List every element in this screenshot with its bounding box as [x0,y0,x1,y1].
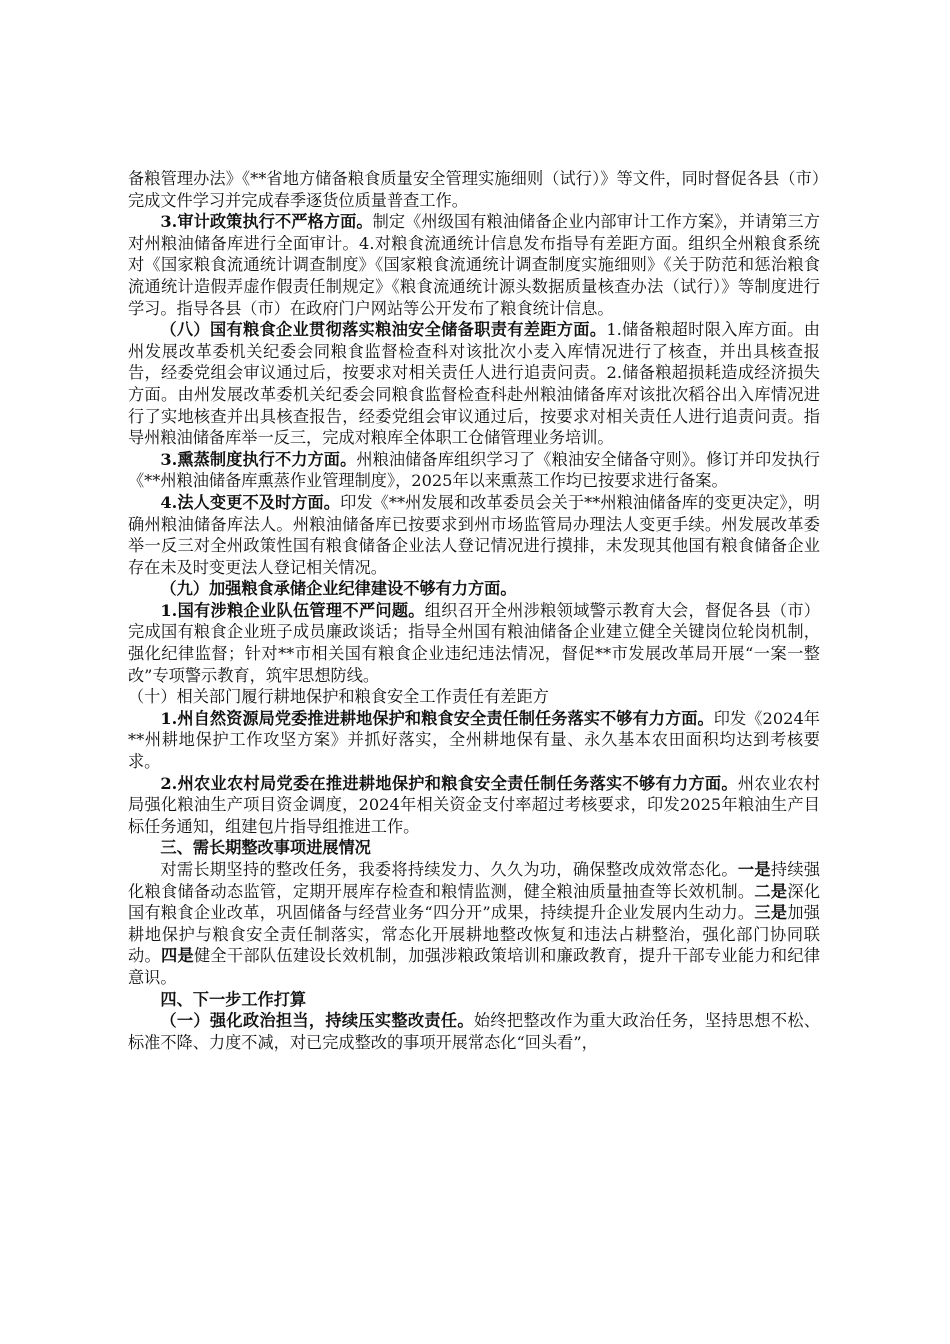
paragraph-long-term [128,859,820,989]
label-third: 三是 [754,903,788,923]
heading-legal-person: 4.法人变更不及时方面。 [160,492,341,512]
heading-section-10-text: （十）相关部门履行耕地保护和粮食安全工作责任有差距方 [128,687,549,707]
heading-team-management: 1.国有涉粮企业队伍管理不严问题。 [160,600,425,620]
paragraph-fumigation-text: 州粮油储备库组织学习了《粮油安全储备守则》。修订并印发执行《**州粮油储备库熏蒸作业管理制度》，2025年以来熏蒸工作均已按要求进行备案。 [128,449,820,491]
paragraph-team-management [128,600,820,686]
heading-fumigation: 3.熏蒸制度执行不力方面。 [160,449,357,469]
paragraph-natural-resources-text: 印发《2024年**州耕地保护工作攻坚方案》并抓好落实，全州耕地保有量、永久基本农田面积均达到考核要求。 [128,708,820,772]
paragraph-next-steps-1 [128,1010,820,1053]
paragraph-audit-policy [128,211,820,319]
paragraph-audit-policy-text: 制定《州级国有粮油储备企业内部审计工作方案》，并请第三方对州粮油储备库进行全面审计。4.对粮食流通统计信息发布指导有差距方面。组织全州粮食系统对《国家粮食流通统计调查制度》《国家粮食流通统计调查制度实施细则》《关于防范和惩治粮食流通统计造假弄虚作假责任制规定》《粮食流通统计源头数据质量核查办法（试行）》等制度进行学习。指导各县（市）在政府门户网站等公开发布了粮食统计信息。 [128,212,820,318]
paragraph-next-steps-1-text: 始终把整改作为重大政治任务，坚持思想不松、标准不降、力度不减，对已完成整改的事项开展常态化“回头看”， [128,1011,821,1052]
heading-part-3-text: 三、需长期整改事项进展情况 [160,838,371,858]
paragraph-fumigation [128,449,820,492]
paragraph-long-term-fourth: 健全干部队伍建设长效机制，加强涉粮政策培训和廉政教育，提升干部专业能力和纪律意识。 [128,946,821,987]
paragraph-team-management-text: 组织召开全州涉粮领域警示教育大会，督促各县（市）完成国有粮食企业班子成员廉政谈话；指导全州国有粮油储备企业建立健全关键岗位轮岗机制，强化纪律监督；针对**市相关国有粮食企业违纪违法情况，督促**市发展改革局开展“一案一整改”专项警示教育，筑牢思想防线。 [128,600,820,685]
paragraph-section-8 [128,319,820,449]
heading-part-3 [128,837,820,859]
document-page [128,168,820,1053]
label-first: 一是 [737,860,771,879]
heading-section-10 [128,686,820,708]
heading-natural-resources: 1.州自然资源局党委推进耕地保护和粮食安全责任制任务落实不够有力方面。 [160,708,714,728]
paragraph-long-term-intro: 对需长期坚持的整改任务，我委将持续发力、久久为功，确保整改成效常态化。 [160,860,738,879]
heading-part-4 [128,989,820,1011]
heading-section-9-text: （九）加强粮食承储企业纪律建设不够有力方面。 [160,579,517,599]
paragraph-long-term-third: 加强耕地保护与粮食安全责任制落实，常态化开展耕地整改恢复和违法占耕整治，强化部门协同联动。 [128,903,820,966]
paragraph-agriculture [128,773,820,838]
paragraph-agriculture-text: 州农业农村局强化粮油生产项目资金调度，2024年相关资金支付率超过考核要求，印发2025年粮油生产目标任务通知，组建包片指导组推进工作。 [128,773,820,836]
label-second: 二是 [754,881,788,901]
paragraph-natural-resources [128,708,820,773]
paragraph-long-term-second: 深化国有粮食企业改革，巩固储备与经营业务“四分开”成果，持续提升企业发展内生动力。 [128,881,821,923]
heading-section-9 [128,578,820,600]
paragraph-1-text: 备粮管理办法》《**省地方储备粮食质量安全管理实施细则（试行）》等文件，同时督促各县（市）完成文件学习并完成春季逐货位质量普查工作。 [128,169,820,210]
paragraph-long-term-first: 持续强化粮食储备动态监管，定期开展库存检查和粮情监测，健全粮油质量抽查等长效机制。 [128,860,821,901]
paragraph-1 [128,168,820,211]
paragraph-legal-person-text: 印发《**州发展和改革委员会关于**州粮油储备库的变更决定》，明确州粮油储备库法人。州粮油储备库已按要求到州市场监管局办理法人变更手续。州发展改革委举一反三对全州政策性国有粮食储备企业法人登记情况进行摸排，未发现其他国有粮食储备企业存在未及时变更法人登记相关情况。 [128,492,820,577]
heading-audit-policy: 3.审计政策执行不严格方面。 [160,212,373,232]
label-fourth: 四是 [160,946,194,966]
heading-agriculture: 2.州农业农村局党委在推进耕地保护和粮食安全责任制任务落实不够有力方面。 [160,773,738,793]
paragraph-section-8-text: 1.储备粮超时限入库方面。由州发展改革委机关纪委会同粮食监督检查科对该批次小麦入库情况进行了核查，并出具核查报告，经委党组会审议通过后，按要求对相关责任人进行追责问责。2.储备粮超损耗造成经济损失方面。由州发展改革委机关纪委会同粮食监督检查科赴州粮油储备库对该批次稻谷出入库情况进行了实地核查并出具核查报告，经委党组会审议通过后，按要求对相关责任人进行追责问责。指导州粮油储备库举一反三，完成对粮库全体职工仓储管理业务培训。 [128,320,820,448]
heading-part-4-text: 四、下一步工作打算 [160,989,307,1009]
heading-next-steps-1: （一）强化政治担当，持续压实整改责任。 [160,1011,474,1031]
paragraph-legal-person [128,492,820,578]
heading-section-8: （八）国有粮食企业贯彻落实粮油安全储备职责有差距方面。 [160,320,607,340]
